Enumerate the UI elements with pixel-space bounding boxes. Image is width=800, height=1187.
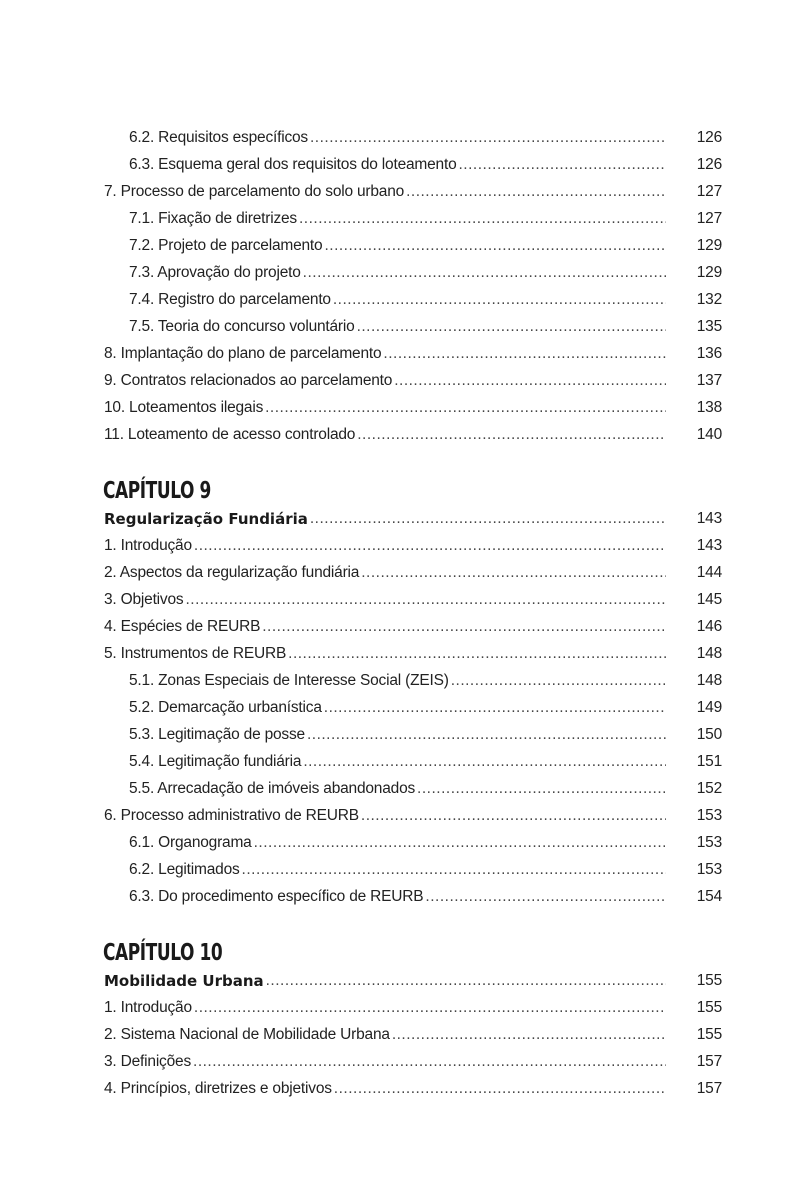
leader-dots [459, 156, 667, 174]
chapter-heading: CAPÍTULO 10 [103, 940, 223, 966]
toc-page-number: 144 [696, 564, 722, 581]
toc-entry-label: 11. Loteamento de acesso controlado [104, 426, 356, 443]
leader-dots [333, 291, 666, 309]
toc-entry [129, 776, 722, 798]
toc-entry [104, 614, 722, 636]
toc-page-number: 145 [696, 591, 722, 608]
leader-dots [254, 834, 666, 852]
toc-page-number: 126 [696, 156, 722, 173]
leader-dots [185, 591, 666, 609]
toc-entry-label: 9. Contratos relacionados ao parcelamento [104, 372, 393, 389]
toc-entry-label: 2. Aspectos da regularização fundiária [104, 564, 360, 581]
toc-page-number: 153 [696, 861, 722, 878]
toc-entry-label: 5.3. Legitimação de posse [129, 726, 305, 743]
toc-entry-label: 7.3. Aprovação do projeto [129, 264, 301, 281]
toc-entry-label: 3. Definições [104, 1053, 192, 1070]
chapter-heading: CAPÍTULO 9 [103, 478, 211, 504]
toc-page-number: 127 [696, 183, 722, 200]
leader-dots [357, 318, 666, 336]
leader-dots [310, 510, 666, 528]
leader-dots [193, 1053, 666, 1071]
toc-entry [104, 995, 722, 1017]
leader-dots [425, 888, 666, 906]
toc-page-number: 127 [696, 210, 722, 227]
leader-dots [324, 237, 666, 255]
leader-dots [194, 537, 666, 555]
toc-page-number: 155 [696, 1026, 722, 1043]
toc-page-number: 148 [696, 645, 722, 662]
toc-entry [129, 233, 722, 255]
leader-dots [194, 999, 666, 1017]
toc-entry [129, 314, 722, 336]
toc-entry [129, 695, 722, 717]
toc-entry [129, 749, 722, 771]
toc-page-number: 148 [696, 672, 722, 689]
toc-entry-label: 6.1. Organograma [129, 834, 252, 851]
toc-entry-label: 5.1. Zonas Especiais de Interesse Social (ZEIS) [129, 672, 449, 689]
toc-entry [104, 422, 722, 444]
toc-entry [129, 830, 722, 852]
toc-entry [104, 179, 722, 201]
leader-dots [383, 345, 666, 363]
leader-dots [392, 1026, 666, 1044]
toc-entry [104, 533, 722, 555]
toc-entry [104, 1049, 722, 1071]
toc-entry [104, 368, 722, 390]
toc-entry [104, 641, 722, 663]
toc-entry-label: 6.3. Do procedimento específico de REURB [129, 888, 424, 905]
toc-entry [104, 560, 722, 582]
toc-entry [129, 125, 722, 147]
toc-entry [104, 803, 722, 825]
toc-entry-label: 2. Sistema Nacional de Mobilidade Urbana [104, 1026, 390, 1043]
toc-page-number: 155 [696, 999, 722, 1016]
toc-page-number: 126 [696, 129, 722, 146]
leader-dots [334, 1080, 666, 1098]
toc-page-number: 132 [696, 291, 722, 308]
toc-entry-label: 6. Processo administrativo de REURB [104, 807, 359, 824]
leader-dots [310, 129, 666, 147]
toc-page-number: 137 [696, 372, 722, 389]
toc-entry [129, 206, 722, 228]
toc-page-number: 155 [696, 972, 722, 989]
chapter-title-entry [104, 968, 722, 990]
leader-dots [361, 564, 666, 582]
toc-page-number: 143 [696, 510, 722, 527]
leader-dots [451, 672, 666, 690]
toc-entry-label: 8. Implantação do plano de parcelamento [104, 345, 382, 362]
toc-entry-label: 1. Introdução [104, 999, 192, 1016]
toc-entry-label: 5.2. Demarcação urbanística [129, 699, 322, 716]
toc-entry [104, 341, 722, 363]
toc-page-number: 151 [696, 753, 722, 770]
leader-dots [394, 372, 666, 390]
toc-entry [104, 1076, 722, 1098]
leader-dots [288, 645, 666, 663]
toc-entry-label: 5. Instrumentos de REURB [104, 645, 287, 662]
toc-page-number: 154 [696, 888, 722, 905]
toc-page-number: 146 [696, 618, 722, 635]
leader-dots [324, 699, 666, 717]
toc-entry-label: 4. Princípios, diretrizes e objetivos [104, 1080, 332, 1097]
leader-dots [242, 861, 666, 879]
toc-entry [104, 1022, 722, 1044]
toc-page-number: 152 [696, 780, 722, 797]
toc-entry-label: 6.2. Requisitos específicos [129, 129, 308, 146]
leader-dots [303, 753, 666, 771]
toc-page-number: 140 [696, 426, 722, 443]
toc-page-number: 153 [696, 807, 722, 824]
toc-entry-label: 7.1. Fixação de diretrizes [129, 210, 297, 227]
toc-entry-label: 7. Processo de parcelamento do solo urbano [104, 183, 405, 200]
toc-entry-label: 10. Loteamentos ilegais [104, 399, 264, 416]
toc-page-number: 157 [696, 1053, 722, 1070]
leader-dots [299, 210, 666, 228]
leader-dots [357, 426, 666, 444]
leader-dots [361, 807, 666, 825]
toc-entry-label: 7.5. Teoria do concurso voluntário [129, 318, 355, 335]
toc-entry [129, 152, 722, 174]
toc-page-number: 138 [696, 399, 722, 416]
leader-dots [406, 183, 666, 201]
leader-dots [262, 618, 666, 636]
leader-dots [307, 726, 666, 744]
toc-entry-label: 6.2. Legitimados [129, 861, 240, 878]
toc-entry [129, 668, 722, 690]
toc-entry-label: 6.3. Esquema geral dos requisitos do loteamento [129, 156, 457, 173]
toc-page-number: 129 [696, 237, 722, 254]
leader-dots [265, 399, 666, 417]
leader-dots [266, 972, 666, 990]
toc-entry [129, 260, 722, 282]
toc-page-number: 135 [696, 318, 722, 335]
toc-entry [129, 287, 722, 309]
toc-page-number: 149 [696, 699, 722, 716]
toc-page-number: 143 [696, 537, 722, 554]
toc-page-number: 157 [696, 1080, 722, 1097]
leader-dots [303, 264, 666, 282]
chapter-title: Mobilidade Urbana [104, 972, 264, 990]
chapter-title-entry [104, 506, 722, 528]
toc-entry [129, 722, 722, 744]
toc-entry-label: 7.4. Registro do parcelamento [129, 291, 331, 308]
toc-page-number: 129 [696, 264, 722, 281]
leader-dots [417, 780, 666, 798]
toc-page-number: 150 [696, 726, 722, 743]
toc-entry-label: 5.4. Legitimação fundiária [129, 753, 302, 770]
toc-page-number: 153 [696, 834, 722, 851]
toc-entry [129, 884, 722, 906]
toc-entry-label: 7.2. Projeto de parcelamento [129, 237, 323, 254]
toc-entry-label: 1. Introdução [104, 537, 192, 554]
toc-page-number: 136 [696, 345, 722, 362]
chapter-title: Regularização Fundiária [104, 510, 308, 528]
toc-entry-label: 3. Objetivos [104, 591, 184, 608]
toc-entry [104, 587, 722, 609]
toc-entry [129, 857, 722, 879]
toc-entry-label: 4. Espécies de REURB [104, 618, 261, 635]
toc-entry-label: 5.5. Arrecadação de imóveis abandonados [129, 780, 416, 797]
toc-entry [104, 395, 722, 417]
